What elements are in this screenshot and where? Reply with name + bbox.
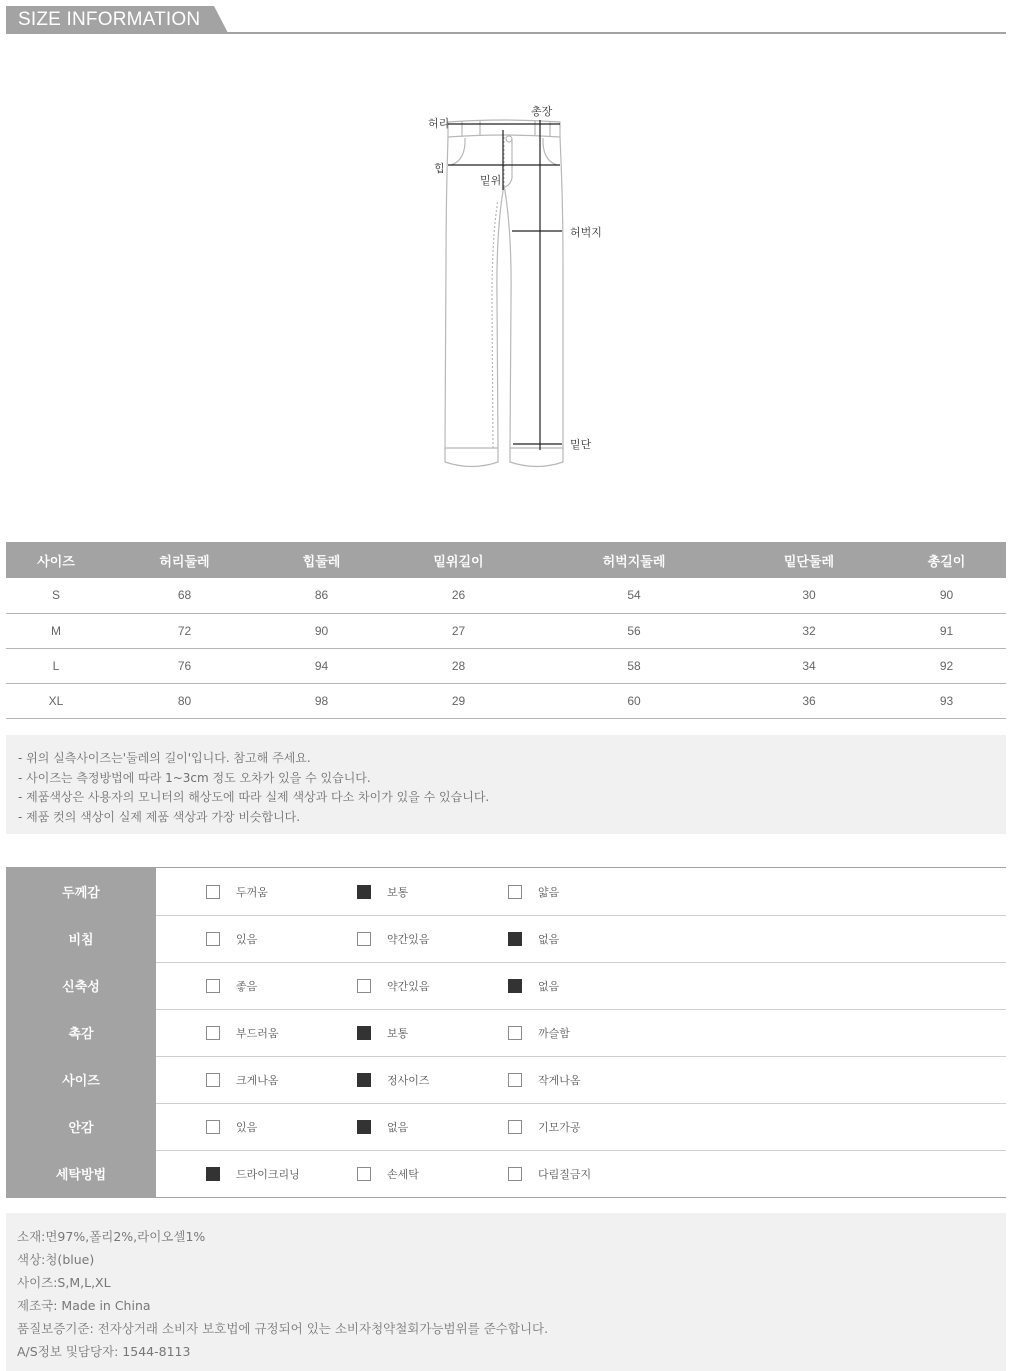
table-cell: 34: [731, 648, 887, 683]
table-cell: 91: [887, 613, 1006, 648]
info-quality: 품질보증기준: 전자상거래 소비자 보호법에 규정되어 있는 소비자청약철회가능범위를 준수합니다.: [17, 1321, 549, 1336]
measurement-notes: [6, 735, 1006, 834]
feature-option: [508, 1166, 591, 1182]
table-cell: 76: [106, 648, 263, 683]
feature-option-label: 없음: [538, 933, 560, 946]
feature-label: 안감: [6, 1103, 156, 1150]
feature-option: [206, 1166, 300, 1182]
unchecked-checkbox: [206, 1026, 220, 1040]
table-cell: 36: [731, 683, 887, 718]
label-hem: 밑단: [570, 438, 592, 451]
feature-option: [508, 1072, 581, 1088]
pants-diagram: [0, 0, 1016, 520]
table-cell: 92: [887, 648, 1006, 683]
feature-option: [206, 1025, 279, 1041]
checked-checkbox: [357, 1026, 371, 1040]
table-cell: 90: [263, 613, 380, 648]
unchecked-checkbox: [508, 885, 522, 899]
feature-table: [6, 867, 1006, 1198]
note-line: - 제품 컷의 색상이 실제 제품 색상과 가장 비슷합니다.: [18, 809, 301, 824]
feature-option-label: 약간있음: [387, 980, 430, 993]
feature-option-label: 크게나옴: [236, 1074, 279, 1087]
table-cell: 58: [537, 648, 731, 683]
feature-option-label: 부드러움: [236, 1027, 279, 1040]
info-material: 소재:면97%,폴리2%,라이오셀1%: [17, 1229, 206, 1244]
unchecked-checkbox: [508, 1026, 522, 1040]
checked-checkbox: [357, 1073, 371, 1087]
feature-option-label: 손세탁: [387, 1168, 419, 1181]
table-cell: S: [6, 578, 106, 613]
col-header: 사이즈: [6, 542, 106, 578]
feature-label: 비침: [6, 915, 156, 962]
feature-row: [6, 868, 1006, 915]
feature-option: [508, 884, 559, 900]
feature-option: [357, 1119, 408, 1135]
feature-option: [206, 1072, 279, 1088]
feature-option: [206, 1119, 257, 1135]
feature-row: [6, 1056, 1006, 1103]
unchecked-checkbox: [508, 1120, 522, 1134]
product-info: [6, 1213, 1006, 1371]
label-hip: 힙: [434, 162, 445, 175]
feature-option: [206, 884, 268, 900]
table-cell: 98: [263, 683, 380, 718]
unchecked-checkbox: [357, 979, 371, 993]
feature-option: [206, 978, 257, 994]
checked-checkbox: [357, 885, 371, 899]
feature-option-label: 얇음: [538, 886, 560, 899]
feature-option: [357, 1025, 408, 1041]
unchecked-checkbox: [357, 1167, 371, 1181]
feature-option-label: 약간있음: [387, 933, 430, 946]
feature-option: [206, 931, 257, 947]
feature-label: 두께감: [6, 868, 156, 915]
table-cell: 68: [106, 578, 263, 613]
feature-row: [6, 1150, 1006, 1197]
table-cell: 90: [887, 578, 1006, 613]
feature-label: 신축성: [6, 962, 156, 1009]
table-cell: 27: [380, 613, 537, 648]
size-table: [6, 542, 1006, 719]
feature-option-label: 까슬함: [538, 1027, 570, 1040]
feature-option-label: 없음: [538, 980, 560, 993]
info-as: A/S정보 및담당자: 1544-8113: [17, 1344, 191, 1359]
pants-outline: [445, 120, 563, 467]
info-color: 색상:청(blue): [17, 1252, 95, 1267]
feature-option: [357, 978, 430, 994]
feature-option-label: 정사이즈: [387, 1074, 430, 1087]
label-rise: 밑위: [480, 174, 502, 187]
feature-option: [357, 1072, 430, 1088]
feature-option: [508, 931, 559, 947]
feature-option-label: 두꺼움: [236, 886, 268, 899]
table-cell: 60: [537, 683, 731, 718]
feature-row: [6, 915, 1006, 962]
checked-checkbox: [206, 1167, 220, 1181]
table-cell: XL: [6, 683, 106, 718]
feature-option-label: 보통: [387, 886, 409, 899]
feature-option-label: 좋음: [236, 980, 258, 993]
col-header: 허벅지둘레: [537, 542, 731, 578]
table-cell: 56: [537, 613, 731, 648]
note-line: - 위의 실측사이즈는'둘레의 길이'입니다. 참고해 주세요.: [18, 751, 311, 765]
feature-label: 사이즈: [6, 1056, 156, 1103]
col-header: 힙둘레: [263, 542, 380, 578]
table-cell: 29: [380, 683, 537, 718]
feature-row: [6, 1103, 1006, 1150]
label-length: 총장: [531, 105, 553, 118]
unchecked-checkbox: [508, 1167, 522, 1181]
section-title: SIZE INFORMATION: [18, 9, 201, 30]
table-cell: 32: [731, 613, 887, 648]
info-sizes: 사이즈:S,M,L,XL: [17, 1275, 111, 1290]
col-header: 밑위길이: [380, 542, 537, 578]
unchecked-checkbox: [206, 885, 220, 899]
checked-checkbox: [357, 1120, 371, 1134]
table-cell: 93: [887, 683, 1006, 718]
checked-checkbox: [508, 932, 522, 946]
feature-label: 촉감: [6, 1009, 156, 1056]
label-waist: 허리: [428, 117, 450, 130]
label-thigh: 허벅지: [570, 226, 602, 239]
unchecked-checkbox: [206, 979, 220, 993]
unchecked-checkbox: [357, 932, 371, 946]
unchecked-checkbox: [508, 1073, 522, 1087]
table-row: [6, 578, 1006, 613]
feature-option: [357, 931, 430, 947]
table-row: [6, 648, 1006, 683]
table-cell: 80: [106, 683, 263, 718]
feature-row: [6, 1009, 1006, 1056]
feature-option-label: 작게나옴: [538, 1074, 581, 1087]
note-line: - 제품색상은 사용자의 모니터의 해상도에 따라 실제 색상과 다소 차이가 있을 수 있습니다.: [18, 790, 490, 804]
table-cell: L: [6, 648, 106, 683]
checked-checkbox: [508, 979, 522, 993]
table-cell: M: [6, 613, 106, 648]
measure-lines: [448, 120, 562, 450]
table-row: [6, 613, 1006, 648]
unchecked-checkbox: [206, 1120, 220, 1134]
feature-row: [6, 962, 1006, 1009]
table-cell: 54: [537, 578, 731, 613]
size-table-header: [6, 542, 1006, 578]
col-header: 허리둘레: [106, 542, 263, 578]
feature-option-label: 다림질금지: [538, 1168, 592, 1181]
feature-option-label: 있음: [236, 1121, 258, 1134]
table-cell: 94: [263, 648, 380, 683]
feature-option: [357, 1166, 419, 1182]
note-line: - 사이즈는 측정방법에 따라 1~3cm 정도 오차가 있을 수 있습니다.: [18, 770, 371, 785]
feature-option-label: 있음: [236, 933, 258, 946]
table-cell: 72: [106, 613, 263, 648]
feature-option: [508, 1119, 581, 1135]
feature-option-label: 드라이크리닝: [236, 1168, 300, 1181]
feature-option: [508, 978, 559, 994]
col-header: 총길이: [887, 542, 1006, 578]
table-cell: 86: [263, 578, 380, 613]
feature-option: [508, 1025, 570, 1041]
table-row: [6, 683, 1006, 718]
feature-option-label: 보통: [387, 1027, 409, 1040]
feature-option-label: 기모가공: [538, 1121, 581, 1134]
unchecked-checkbox: [206, 932, 220, 946]
info-origin: 제조국: Made in China: [17, 1298, 151, 1313]
col-header: 밑단둘레: [731, 542, 887, 578]
feature-option: [357, 884, 408, 900]
table-cell: 28: [380, 648, 537, 683]
unchecked-checkbox: [206, 1073, 220, 1087]
table-cell: 26: [380, 578, 537, 613]
table-cell: 30: [731, 578, 887, 613]
feature-label: 세탁방법: [6, 1150, 156, 1197]
feature-option-label: 없음: [387, 1121, 409, 1134]
